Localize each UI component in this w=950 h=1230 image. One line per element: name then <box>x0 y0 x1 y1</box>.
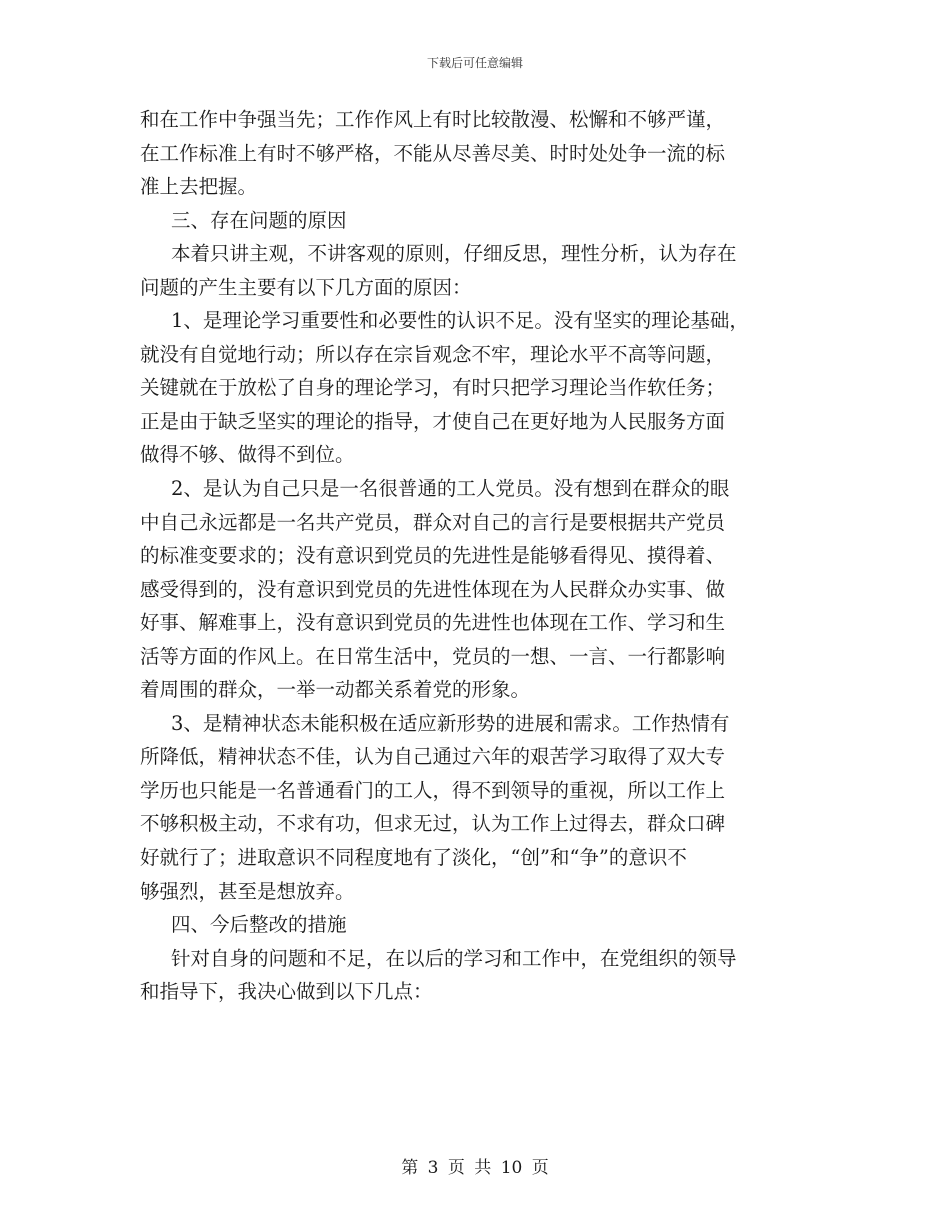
text-line: 所降低，精神状态不佳，认为自己通过六年的艰苦学习取得了双大专 <box>140 745 726 769</box>
text-line: 和在工作中争强当先；工作作风上有时比较散漫、松懈和不够严谨， <box>140 108 726 131</box>
text-line: 够强烈，甚至是想放弃。 <box>140 879 355 903</box>
text-line: 2、是认为自己只是一名很普通的工人党员。没有想到在群众的眼 <box>171 477 730 501</box>
text-line: 中自己永远都是一名共产党员，群众对自己的言行是要根据共产党员 <box>140 510 726 534</box>
text-line: 着周围的群众，一举一动都关系着党的形象。 <box>140 678 531 702</box>
text-line: 好就行了；进取意识不同程度地有了淡化，“创”和“争”的意识不 <box>140 846 687 870</box>
text-line: 问题的产生主要有以下几方面的原因： <box>140 275 472 299</box>
text-line: 3、是精神状态未能积极在适应新形势的进展和需求。工作热情有 <box>171 711 730 735</box>
text-line: 在工作标准上有时不够严格，不能从尽善尽美、时时处处争一流的标 <box>140 141 726 165</box>
text-line: 感受得到的，没有意识到党员的先进性体现在为人民群众办实事、做 <box>140 577 726 601</box>
text-line: 和指导下，我决心做到以下几点： <box>140 980 433 1004</box>
text-line: 正是由于缺乏坚实的理论的指导，才使自己在更好地为人民服务方面 <box>140 409 726 433</box>
text-line: 四、今后整改的措施 <box>171 913 347 937</box>
text-line: 就没有自觉地行动；所以存在宗旨观念不牢，理论水平不高等问题， <box>140 342 726 366</box>
text-line: 三、存在问题的原因 <box>171 208 347 232</box>
text-line: 学历也只能是一名普通看门的工人，得不到领导的重视，所以工作上 <box>140 778 726 802</box>
text-line: 好事、解难事上，没有意识到党员的先进性也体现在工作、学习和生 <box>140 611 726 635</box>
text-line: 1、是理论学习重要性和必要性的认识不足。没有坚实的理论基础， <box>171 309 749 333</box>
text-line: 针对自身的问题和不足，在以后的学习和工作中，在党组织的领导 <box>171 946 737 970</box>
text-line: 活等方面的作风上。在日常生活中，党员的一想、一言、一行都影响 <box>140 644 726 668</box>
document-body <box>140 103 812 1009</box>
text-line: 本着只讲主观，不讲客观的原则，仔细反思，理性分析，认为存在 <box>171 242 737 266</box>
text-line: 关键就在于放松了自身的理论学习，有时只把学习理论当作软任务； <box>140 376 726 400</box>
page-header: 下载后可任意编辑 <box>426 56 523 70</box>
text-line: 的标准变要求的；没有意识到党员的先进性是能够看得见、摸得着、 <box>140 544 726 568</box>
page-footer: 第 3 页 共 10 页 <box>401 1158 549 1178</box>
text-line: 做得不够、做得不到位。 <box>140 443 355 467</box>
text-line: 准上去把握。 <box>140 175 258 199</box>
text-line: 不够积极主动，不求有功，但求无过，认为工作上过得去，群众口碑 <box>140 812 726 836</box>
